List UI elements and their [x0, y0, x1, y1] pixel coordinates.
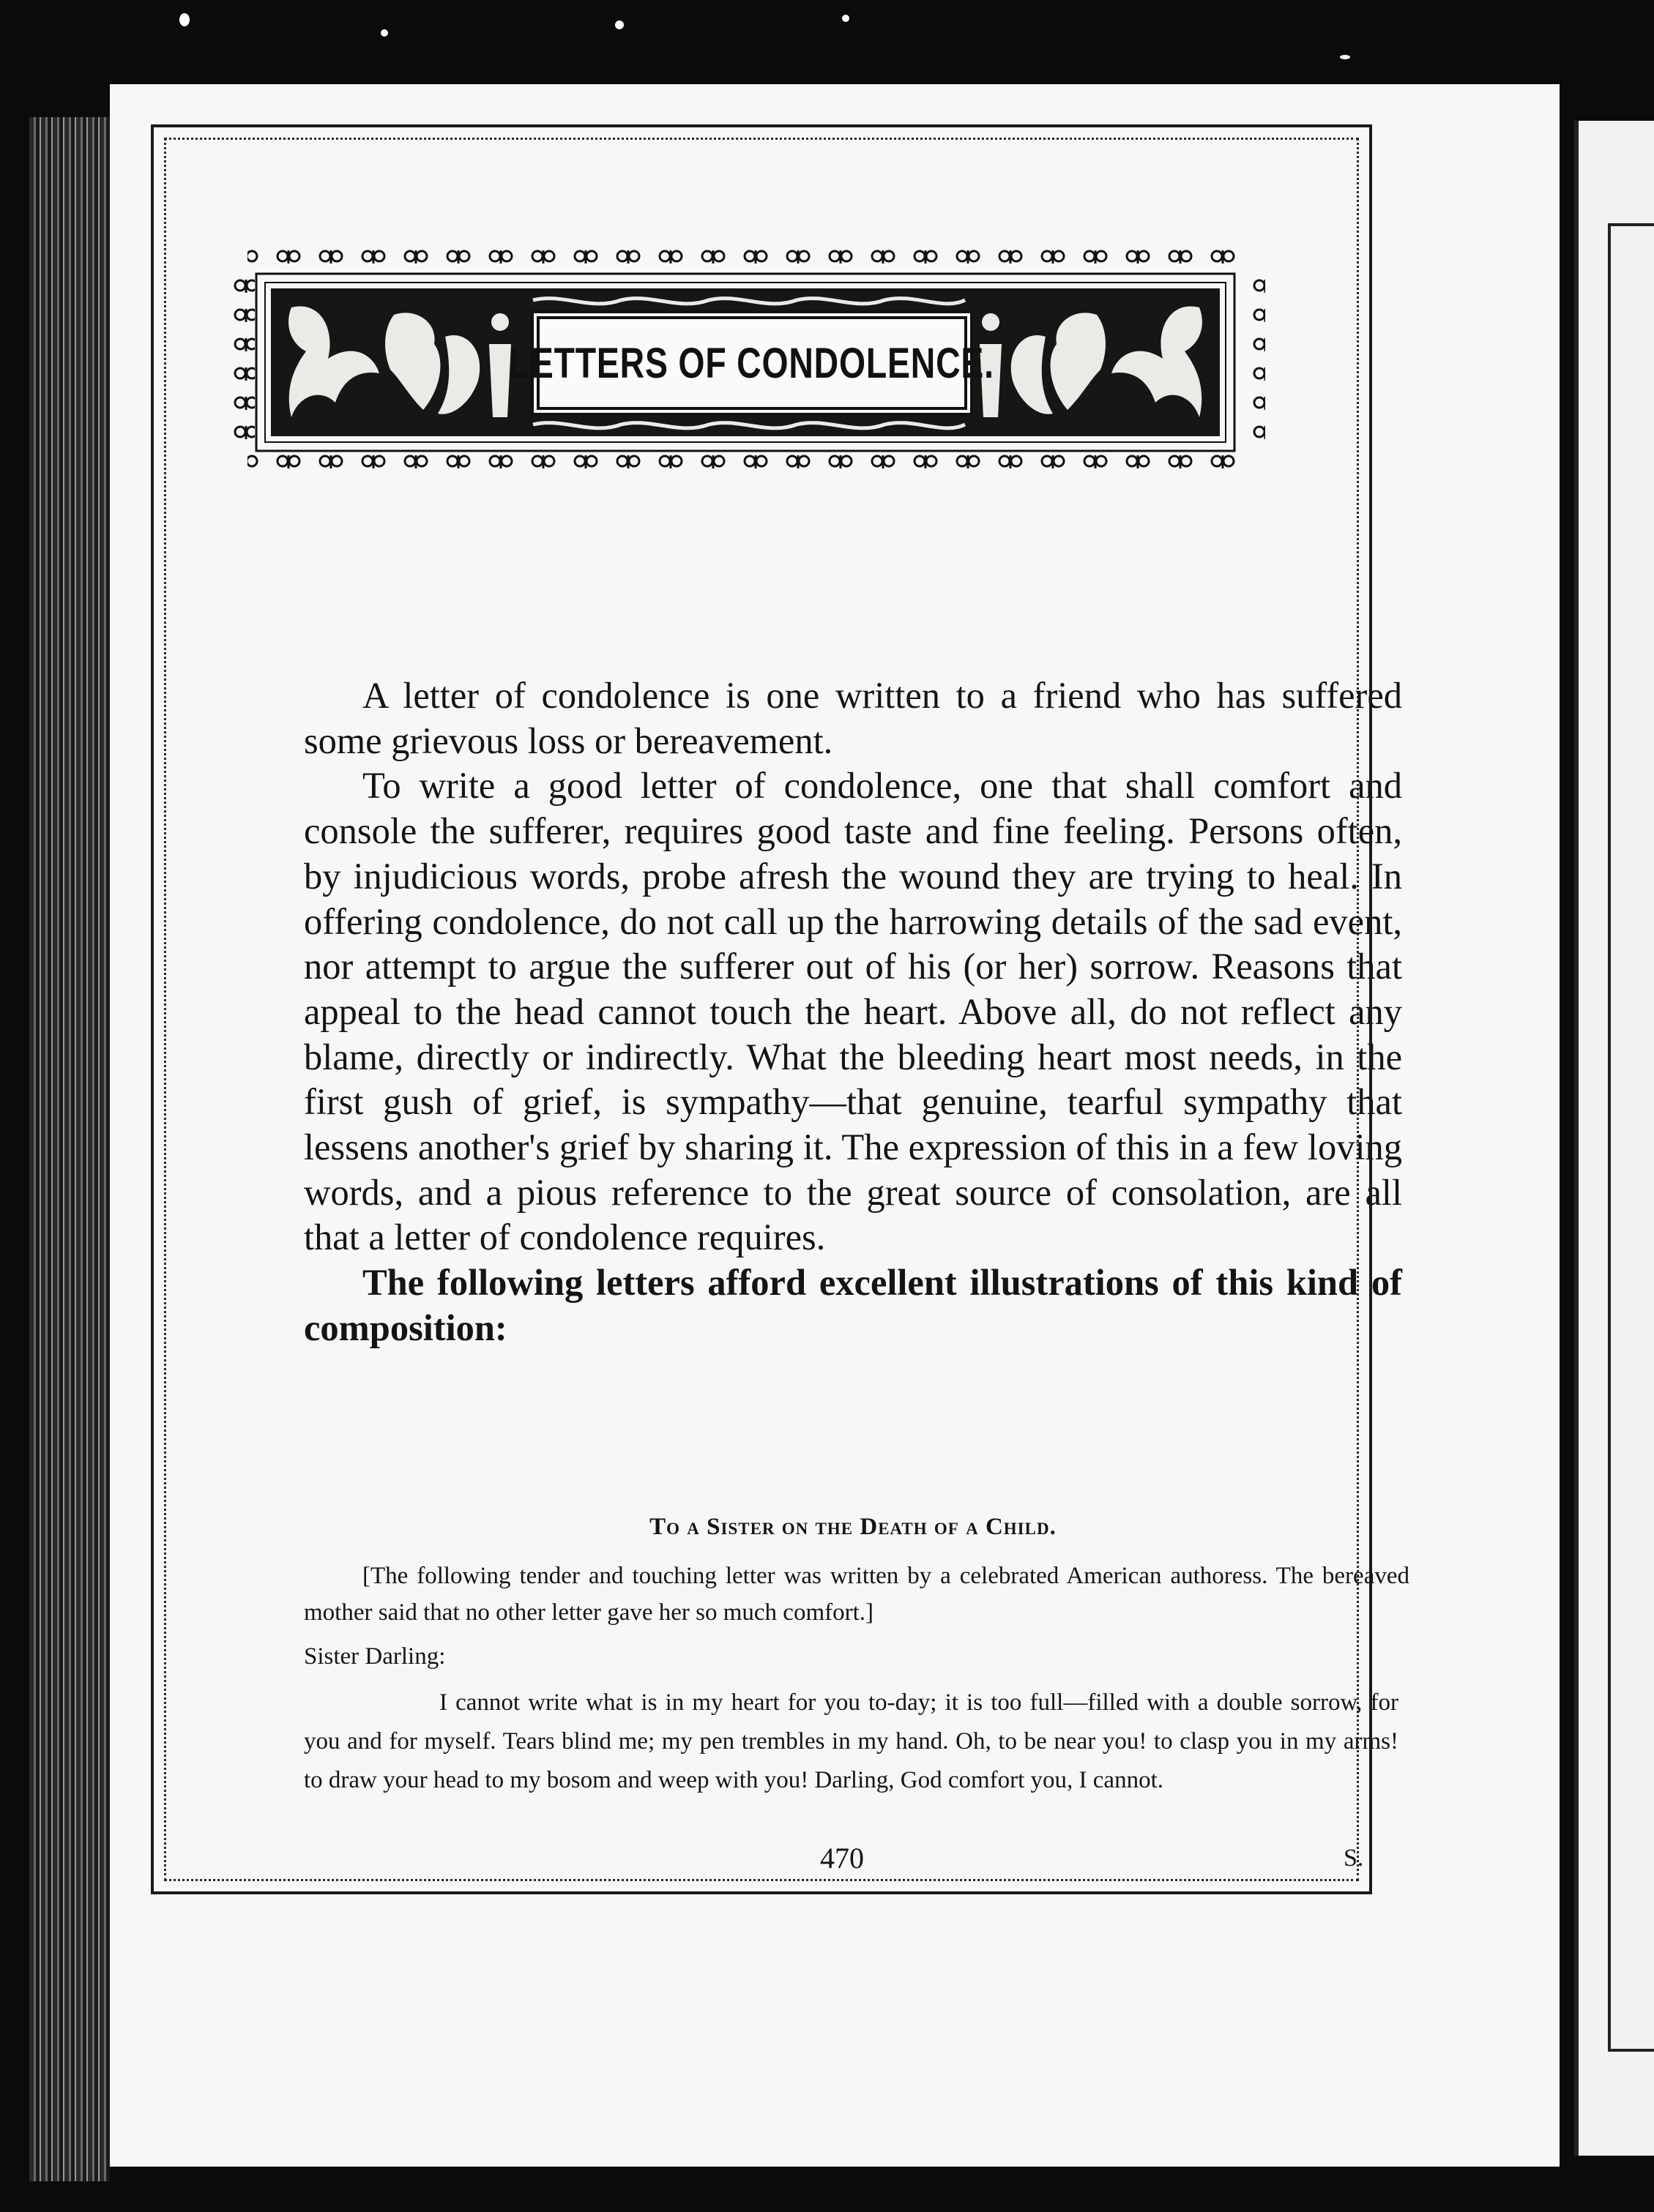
paragraph-definition: A letter of condolence is one written to a friend who has suffered some grievous loss or bereavement.	[304, 675, 1402, 761]
dust-speck	[179, 13, 190, 26]
dust-speck	[842, 15, 849, 22]
book-spine-edge	[29, 117, 110, 2181]
dust-speck	[381, 29, 388, 37]
banner-title-box	[509, 316, 995, 410]
letter-body	[304, 1684, 1398, 1800]
facing-page-border	[1608, 223, 1654, 2052]
letter-note-text: [The following tender and touching letter was written by a celebrated American authoress. The bereaved mother said that no other letter gave her so much comfort.]	[304, 1563, 1409, 1626]
letter-salutation: Sister Darling:	[304, 1643, 446, 1670]
ornamental-banner	[226, 242, 1265, 483]
body-text	[304, 673, 1402, 1351]
letter-note	[304, 1558, 1409, 1631]
page-title: LETTERS OF CONDOLENCE.	[509, 339, 995, 387]
dust-speck	[615, 20, 624, 29]
page-number: 470	[820, 1842, 864, 1875]
letter-heading: To a Sister on the Death of a Child.	[649, 1514, 1057, 1540]
facing-page-edge	[1574, 121, 1654, 2156]
paragraph-intro-examples: The following letters afford excellent illustrations of this kind of composition:	[304, 1262, 1402, 1348]
letter-body-text: I cannot write what is in my heart for you to-day; it is too full—filled with a double sorrow, for you and for myself. Tears blind me; my pen trembles in my hand. Oh, to be near you! to clasp you in my arms! to draw your head to my bosom and weep with you! Darling, God comfort you, I cannot.	[304, 1689, 1398, 1793]
signature-mark: S.	[1344, 1845, 1364, 1872]
dust-speck	[1340, 55, 1350, 59]
paragraph-advice: To write a good letter of condolence, one that shall comfort and console the sufferer, requires good taste and fine feeling. Persons often, by injudicious words, probe afresh the wound they are trying to heal. In offering condolence, do not call up the harrowing details of the sad event, nor attempt to argue the sufferer out of his (or her) sorrow. Reasons that appeal to the head cannot touch the heart. Above all, do not reflect any blame, directly or indirectly. What the bleeding heart most needs, in the first gush of grief, is sympathy—that genuine, tearful sympathy that lessens another's grief by sharing it. The expression of this in a few loving words, and a pious reference to the great source of consolation, are all that a letter of condolence requires.	[304, 765, 1402, 1258]
